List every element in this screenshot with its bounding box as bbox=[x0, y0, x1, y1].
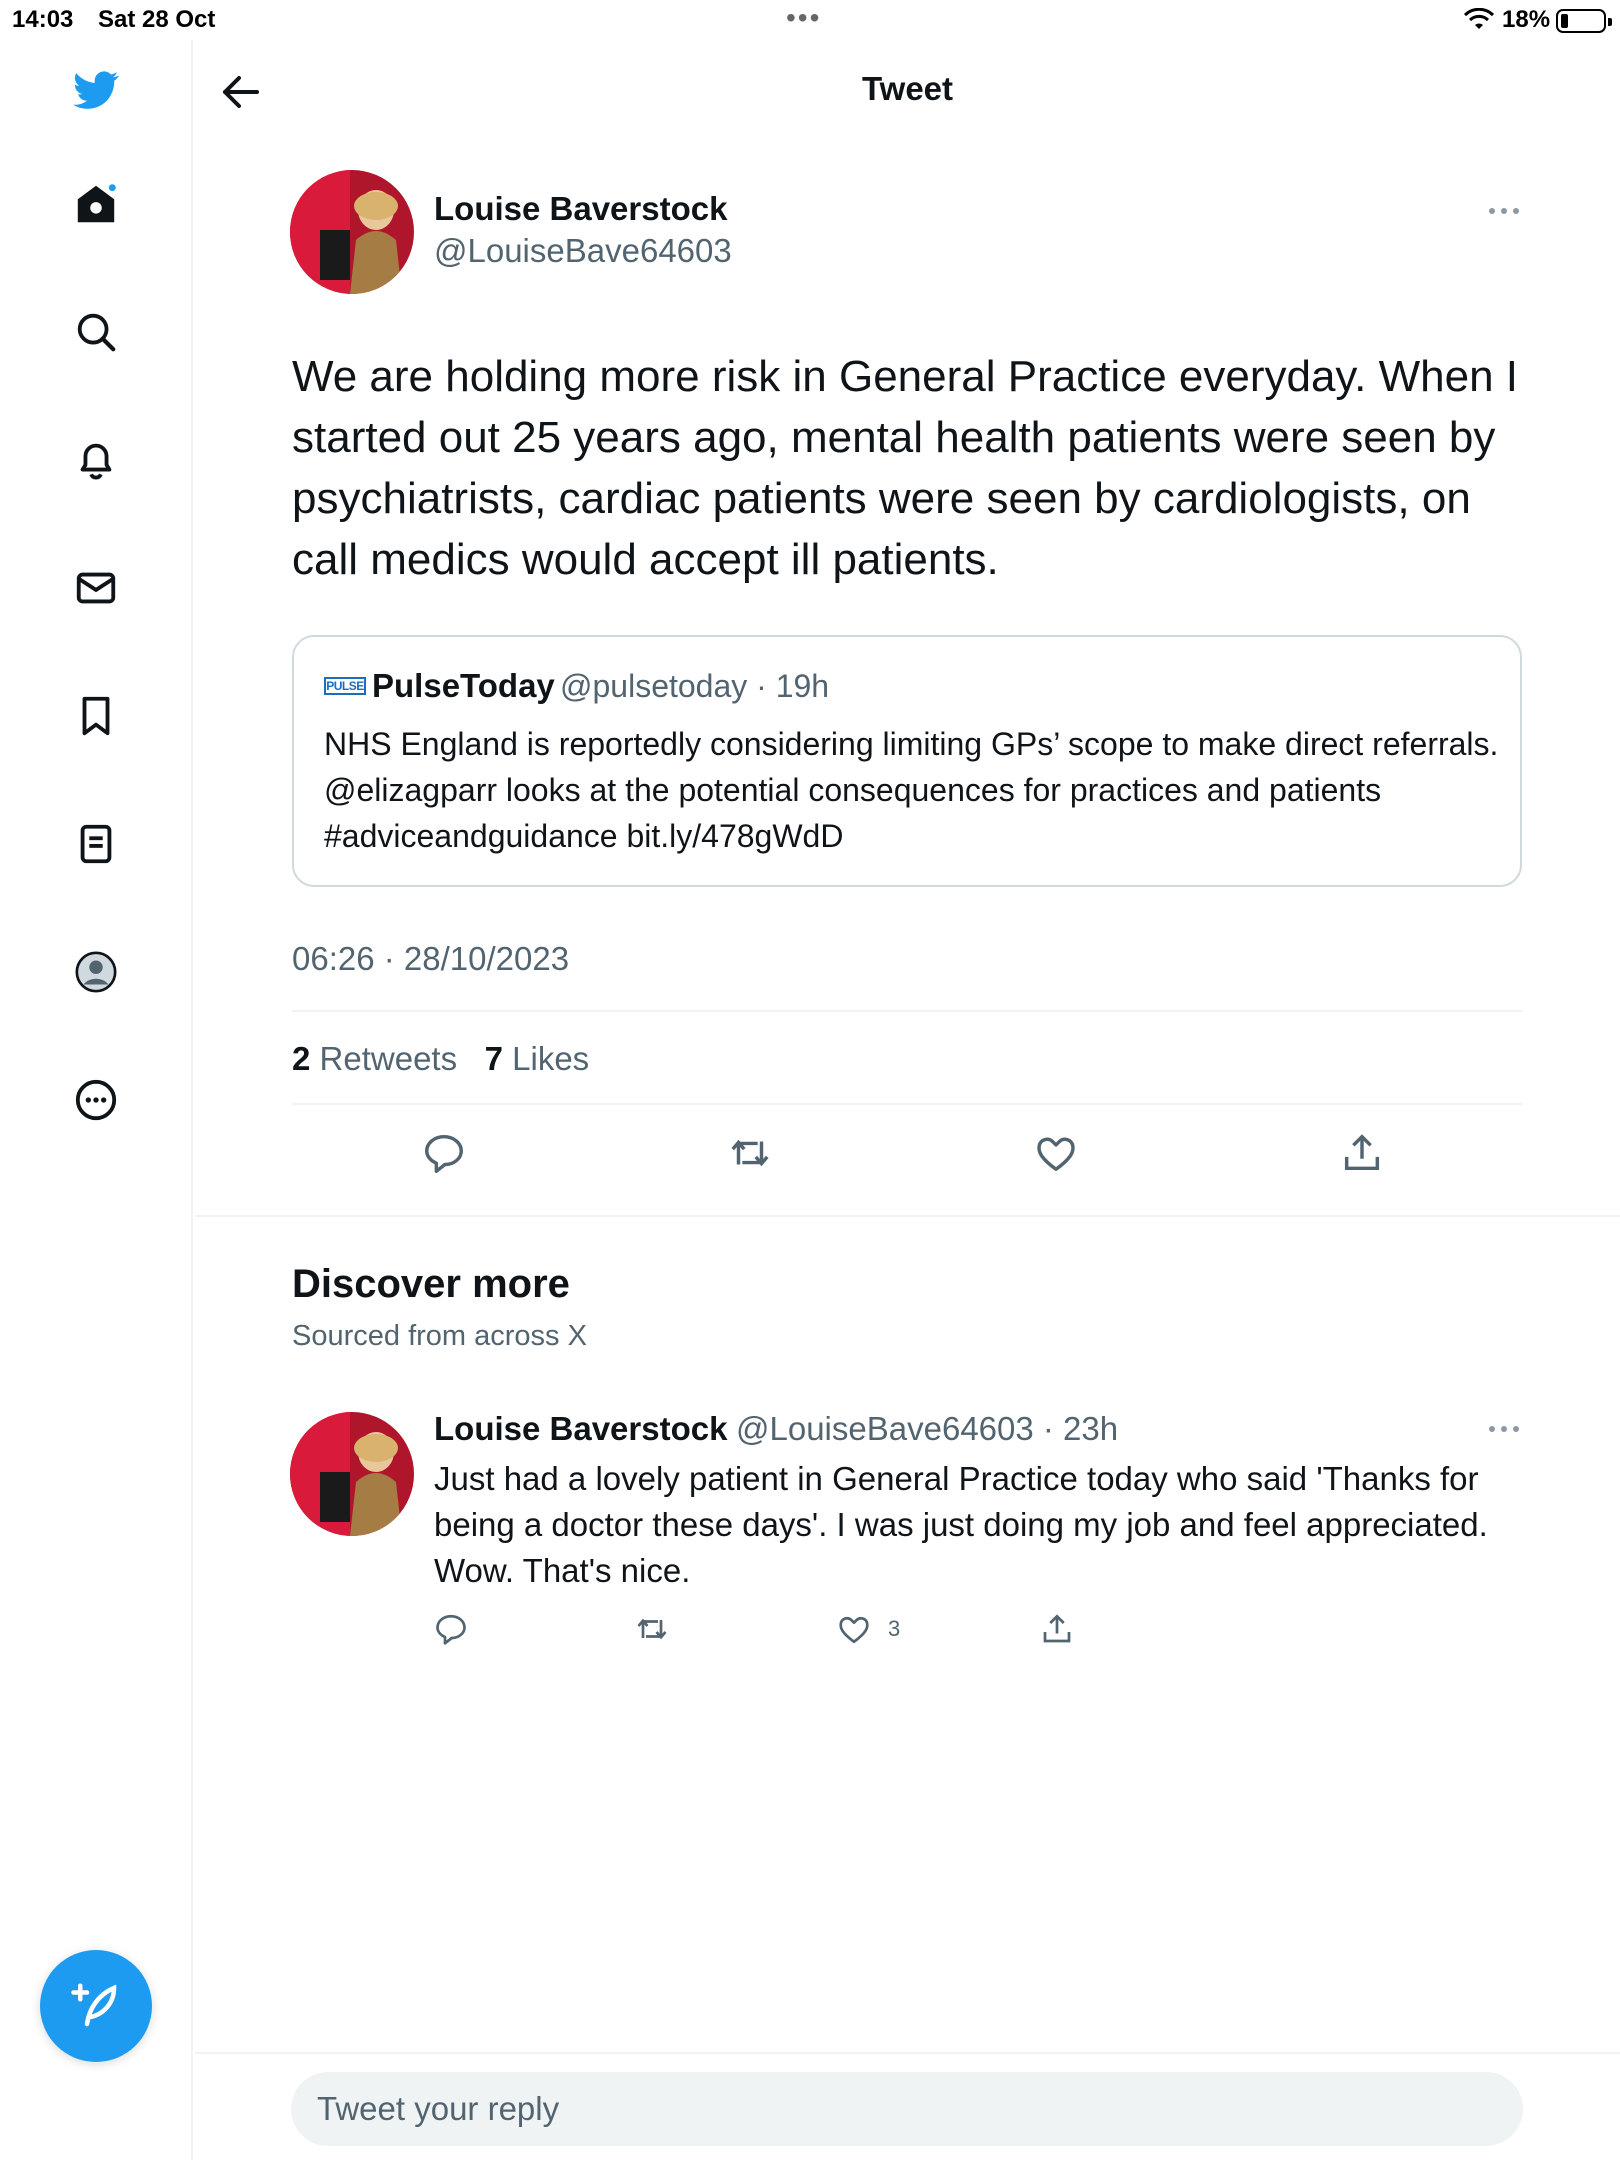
avatar[interactable] bbox=[290, 1412, 414, 1536]
engagement-stats bbox=[292, 1040, 589, 1078]
retweets-label: Retweets bbox=[319, 1040, 458, 1077]
pulse-logo: PULSE bbox=[324, 677, 366, 695]
tweet-timestamp[interactable]: 06:26 · 28/10/2023 bbox=[292, 940, 570, 977]
compose-icon bbox=[69, 1979, 123, 2033]
discover-title: Discover more bbox=[292, 1262, 570, 1306]
mail-icon[interactable] bbox=[66, 558, 126, 618]
reply-icon bbox=[433, 1611, 469, 1647]
more-circle-icon[interactable] bbox=[66, 1070, 126, 1130]
sidebar-nav bbox=[0, 40, 193, 2160]
profile-icon[interactable] bbox=[66, 942, 126, 1002]
quoted-text: NHS England is reportedly considering limiting GPs’ scope to make direct referrals. @elizagparr looks at the potential consequences for practices and patients #adviceandguidance bit.ly/478gWdD bbox=[324, 726, 1499, 854]
multitasking-dots-icon[interactable]: ••• bbox=[786, 2, 822, 33]
like-button[interactable] bbox=[1033, 1130, 1079, 1176]
retweet-icon bbox=[634, 1611, 670, 1647]
like-count: 3 bbox=[888, 1616, 901, 1641]
search-icon[interactable] bbox=[66, 302, 126, 362]
like-icon bbox=[1033, 1130, 1079, 1176]
author-handle[interactable]: @LouiseBave64603 bbox=[434, 232, 732, 269]
author-name[interactable]: Louise Baverstock bbox=[434, 190, 728, 227]
quoted-handle-time: @pulsetoday · 19h bbox=[560, 668, 830, 704]
divider bbox=[292, 1103, 1522, 1105]
divider bbox=[292, 1010, 1522, 1012]
likes-label: Likes bbox=[512, 1040, 590, 1077]
like-button[interactable] bbox=[836, 1611, 872, 1647]
retweet-icon bbox=[727, 1130, 773, 1176]
share-icon bbox=[1039, 1611, 1075, 1647]
reply-input[interactable] bbox=[291, 2072, 1523, 2146]
retweet-button[interactable] bbox=[634, 1611, 670, 1647]
battery-icon bbox=[1556, 9, 1606, 33]
status-time: 14:03 bbox=[12, 6, 74, 33]
discover-subtitle: Sourced from across X bbox=[292, 1320, 587, 1352]
discover-tweet-text: Just had a lovely patient in General Practice today who said 'Thanks for being a doctor these days'. I was just doing my job and feel appreciated. Wow. That's nice. bbox=[434, 1460, 1488, 1589]
section-divider bbox=[195, 1215, 1620, 1217]
reply-bar bbox=[195, 2052, 1620, 2160]
share-button[interactable] bbox=[1339, 1130, 1385, 1176]
likes-link[interactable] bbox=[485, 1040, 590, 1077]
tweet-text: We are holding more risk in General Practice everyday. When I started out 25 years ago, mental health patients were seen by psychiatrists, cardiac patients were seen by cardiologists, on call medics would accept ill patients. bbox=[292, 352, 1519, 584]
bookmark-icon[interactable] bbox=[66, 686, 126, 746]
discover-author-name[interactable]: Louise Baverstock bbox=[434, 1410, 728, 1447]
status-bar bbox=[0, 0, 1620, 40]
share-icon bbox=[1339, 1130, 1385, 1176]
lists-icon[interactable] bbox=[66, 814, 126, 874]
wifi-icon bbox=[1464, 8, 1494, 32]
home-icon[interactable] bbox=[66, 174, 126, 234]
quoted-author-name: PulseToday bbox=[372, 667, 555, 704]
page-title: Tweet bbox=[861, 70, 954, 107]
quoted-tweet[interactable] bbox=[292, 635, 1522, 887]
like-icon bbox=[836, 1611, 872, 1647]
reply-button[interactable] bbox=[433, 1611, 469, 1647]
battery-percentage: 18% bbox=[1502, 6, 1551, 33]
more-dots-icon[interactable] bbox=[1484, 201, 1524, 221]
likes-count: 7 bbox=[484, 1040, 503, 1077]
compose-tweet-button[interactable] bbox=[40, 1950, 152, 2062]
retweet-button[interactable] bbox=[727, 1130, 773, 1176]
discover-handle-time[interactable]: @LouiseBave64603 · 23h bbox=[736, 1410, 1119, 1447]
twitter-bird-icon[interactable] bbox=[66, 60, 126, 120]
retweets-link[interactable] bbox=[292, 1040, 457, 1077]
more-dots-icon[interactable] bbox=[1484, 1419, 1524, 1439]
reply-button[interactable] bbox=[421, 1130, 467, 1176]
retweets-count: 2 bbox=[292, 1040, 311, 1077]
avatar[interactable] bbox=[290, 170, 414, 294]
status-date: Sat 28 Oct bbox=[98, 6, 216, 33]
reply-icon bbox=[421, 1130, 467, 1176]
page-header bbox=[195, 40, 1620, 140]
bell-icon[interactable] bbox=[66, 430, 126, 490]
share-button[interactable] bbox=[1039, 1611, 1075, 1647]
